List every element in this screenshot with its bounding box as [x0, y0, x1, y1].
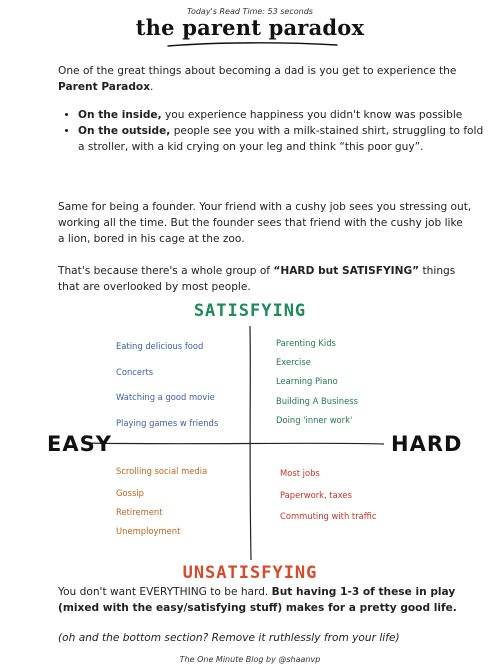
easy-label: EASY	[47, 432, 112, 456]
satisfying-label: SATISFYING	[193, 301, 307, 321]
item-scrolling-social-media: Scrolling social media	[116, 466, 208, 476]
item-watching-movie: Watching a good movie	[116, 392, 215, 402]
para3-text: That's because there's a whole group of	[58, 265, 274, 277]
bullet-outside	[78, 123, 492, 155]
item-retirement: Retirement	[116, 507, 163, 517]
aside-text: (oh and the bottom section? Remove it ruthlessly from your life)	[58, 632, 400, 644]
conclusion-text: You don't want EVERYTHING to be hard.	[58, 586, 272, 598]
intro-text: One of the great things about becoming a dad is you get to experience the	[58, 65, 457, 77]
bullet-outside-bold: On the outside,	[78, 125, 171, 137]
bullet-inside	[78, 107, 492, 123]
item-playing-games: Playing games w friends	[116, 418, 219, 428]
item-inner-work: Doing 'inner work'	[276, 415, 353, 425]
item-unemployment: Unemployment	[116, 526, 181, 536]
item-paperwork-taxes: Paperwork, taxes	[280, 490, 352, 500]
item-learning-piano: Learning Piano	[276, 376, 338, 386]
horizontal-axis	[84, 443, 384, 444]
hard-satisfying-paragraph	[58, 263, 472, 295]
intro-bold: Parent Paradox	[58, 81, 151, 93]
bullet-outside-text: people see you with a milk-stained shirt, struggling to fold a stroller, with a kid crying on your leg and think “this poor guy”.	[78, 125, 484, 153]
item-gossip: Gossip	[116, 488, 144, 498]
item-eating-delicious-food: Eating delicious food	[116, 341, 204, 351]
intro-end: .	[150, 81, 154, 93]
bullet-list	[58, 107, 492, 155]
bullet-inside-text: you experience happiness you didn't know was possible	[161, 109, 463, 121]
para3-end: things that are overlooked by most people.	[58, 265, 456, 293]
item-most-jobs: Most jobs	[280, 468, 320, 478]
intro-paragraph	[58, 63, 472, 95]
conclusion-paragraph	[58, 584, 472, 616]
para3-bold: “HARD but SATISFYING”	[273, 265, 420, 277]
title-underline	[165, 40, 340, 50]
conclusion-bold: But having 1-3 of these in play (mixed with the easy/satisfying stuff) makes for a pretty good life.	[58, 586, 457, 614]
footer-credit: The One Minute Blog by @shaanvp	[179, 655, 321, 664]
read-time: Today's Read Time: 53 seconds	[187, 7, 313, 16]
founder-paragraph: Same for being a founder. Your friend with a cushy job sees you stressing out, working all the time. But the founder sees that friend with the cushy job like a lion, bored in his cage at the zoo.	[58, 201, 472, 245]
bullet-inside-bold: On the inside,	[78, 109, 162, 121]
page-title: the parent paradox	[135, 15, 365, 40]
item-parenting-kids: Parenting Kids	[276, 338, 336, 348]
unsatisfying-label: UNSATISFYING	[182, 563, 318, 583]
item-building-business: Building A Business	[276, 396, 358, 406]
hard-label: HARD	[391, 432, 463, 456]
item-concerts: Concerts	[116, 367, 154, 377]
item-exercise: Exercise	[276, 357, 311, 367]
item-commuting-traffic: Commuting with traffic	[280, 511, 377, 521]
